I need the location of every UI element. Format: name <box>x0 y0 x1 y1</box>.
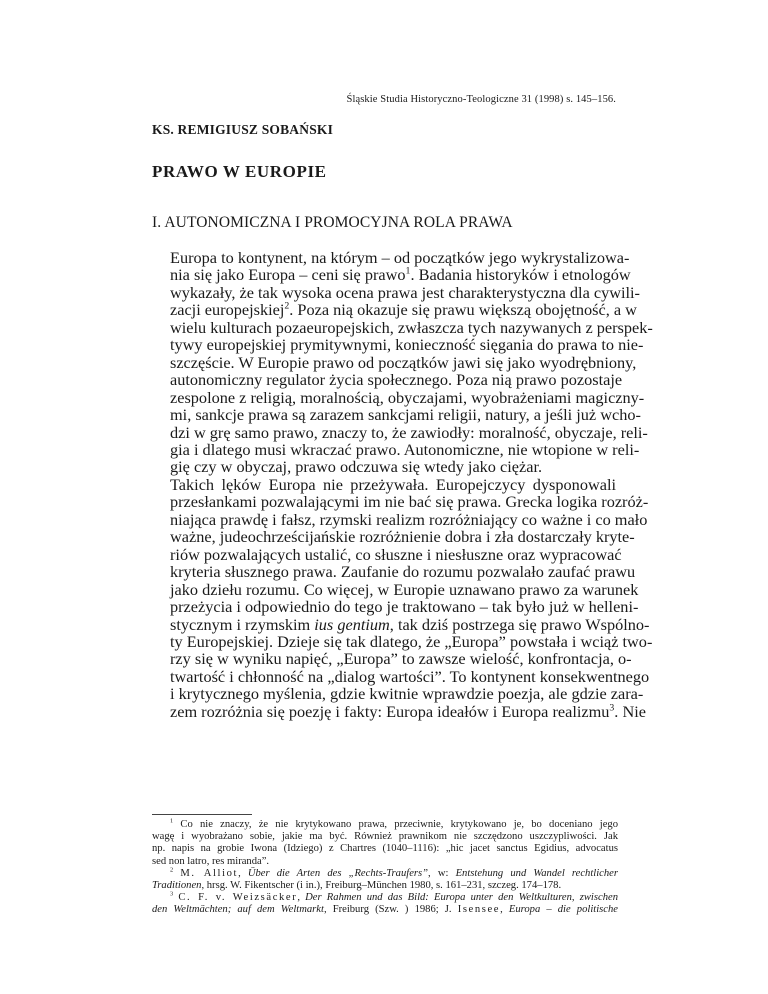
paragraph-1 <box>152 248 653 477</box>
text-line: niająca prawdę i fałsz, rzymski realizm rozróżniający co ważne i co mało <box>170 509 648 529</box>
text-line: mi, sankcje prawa są zarazem sankcjami religii, natury, a jeśli już wcho- <box>170 405 641 425</box>
footnote-number: 2 <box>170 866 174 874</box>
footnote-2 <box>152 868 618 892</box>
footnote-line: $^1$ Co nie znaczy, że nie krytykowano prawa, przeciwnie, krytykowano je, bo doceniano jego <box>170 817 618 830</box>
footnote-ref-3[interactable]: 3 <box>609 702 615 714</box>
footnote-number: 1 <box>170 817 174 825</box>
footnote-line: Traditionen, hrsg. W. Fikentscher (i in.), Freiburg–München 1980, s. 161–231, szczeg. 174–178. <box>152 880 562 892</box>
footnote-line: $^3$ C. F. v. Weizsäcker, Der Rahmen und das Bild: Europa unter den Weltkulturen, zwischen <box>170 890 618 904</box>
footnote-line: den Weltmächten; auf dem Weltmarkt, Freiburg (Szw. ) 1986; J. Isensee, Europa – die politische <box>152 904 619 916</box>
text-line: i krytycznego myślenia, gdzie kwitnie wprawdzie poezja, ale gdzie zara- <box>170 684 644 704</box>
footnote-line: $^2$ M. Alliot, Über die Arten des „Rechts-Traufers”, w: Entstehung und Wandel rechtlicher <box>170 866 618 879</box>
text-line: przeżycia i odpowiednio do tego je traktowano – tak było już w helleni- <box>170 597 639 617</box>
footnote-1 <box>152 819 618 868</box>
footnote-line: wagę i wyobrażano sobie, jakie ma być. Również prawnikom nie szczędzono uszczypliwości. Jak <box>152 831 618 843</box>
paragraph-2 <box>152 474 653 721</box>
text-line: dzi w grę samo prawo, znaczy to, że zawiodły: moralność, obyczaje, reli- <box>170 422 648 442</box>
text-line: zacji europejskiej$^2$. Poza nią okazuje się prawu większą obojętność, a w <box>170 300 637 320</box>
footnote-ref-2[interactable]: 2 <box>284 300 290 312</box>
text-line: stycznym i rzymskim ius gentium, tak dziś postrzega się prawo Wspólno- <box>170 614 650 634</box>
text-line: wielu kulturach pozaeuropejskich, zwłaszcza tych nazywanych z perspek- <box>170 317 653 337</box>
footnote-line: np. napis na grobie Iwona (Idziego) z Chartres (1040–1116): „hic jacet sanctus Egidius, advocatus <box>152 843 618 855</box>
text-line: riów pozwalających ustalić, co słuszne i niesłuszne oraz wypracować <box>170 544 622 564</box>
footnote-line: sed non latro, res miranda”. <box>152 855 270 867</box>
text-line: rzy się w wyniku napięć, „Europa” to zawsze wielość, konfrontacja, o- <box>170 649 632 669</box>
text-line: tywy europejskiej prymitywnymi, konieczność sięgania do prawa to nie- <box>170 335 644 355</box>
body-text <box>152 248 653 721</box>
running-head: Śląskie Studia Historyczno-Teologiczne 31 (1998) s. 145–156. <box>346 94 616 105</box>
italic-term: ius gentium <box>314 614 390 634</box>
text-line: szczęście. W Europie prawo od początków jawi się jako wyodrębniony, <box>170 352 637 372</box>
footnote-3 <box>152 892 618 916</box>
text-line: jako dziełu rozumu. Co więcej, w Europie uznawano prawo za warunek <box>170 579 639 599</box>
article-title: PRAWO W EUROPIE <box>152 162 327 181</box>
footnote-divider <box>152 814 252 815</box>
text-line: Europa to kontynent, na którym – od początków jego wykrystalizowa- <box>170 248 630 267</box>
text-line: Takich lęków Europa nie przeżywała. Europejczycy dysponowali <box>170 474 616 494</box>
footnotes <box>152 819 618 917</box>
section-heading: I. AUTONOMICZNA I PROMOCYJNA ROLA PRAWA <box>152 214 513 231</box>
text-line: wykazały, że tak wysoka ocena prawa jest charakterystyczna dla cywili- <box>170 282 640 302</box>
text-line: ważne, judeochrześcijańskie rozróżnienie dobra i zła dostarczały kryte- <box>170 527 635 547</box>
text-line: gię czy w obyczaj, prawo odczuwa się wtedy jako ciężar. <box>170 457 543 477</box>
footnote-ref-1[interactable]: 1 <box>405 266 411 278</box>
text-line: zespolone z religią, moralnością, obyczajami, wyobrażeniami magiczny- <box>170 387 645 407</box>
text-line: twartość i chłonność na „dialog wartości”. To kontynent konsekwentnego <box>170 666 650 686</box>
text-line: zem rozróżnia się poezję i fakty: Europa ideałów i Europa realizmu$^3$. Nie <box>170 701 646 721</box>
text-line: przesłankami pozwalającymi im nie bać się prawa. Grecka logika rozróż- <box>170 492 649 512</box>
text-line: autonomiczny regulator życia społecznego. Poza nią prawo pozostaje <box>170 370 623 390</box>
text-line: nia się jako Europa – ceni się prawo$^1$. Badania historyków i etnologów <box>170 265 631 285</box>
text-line: ty Europejskiej. Dzieje się tak dlatego, że „Europa” powstała i wciąż two- <box>170 631 653 651</box>
footnote-number: 3 <box>170 890 174 898</box>
text-line: kryteria słusznego prawa. Zaufanie do rozumu pozwalało zaufać prawu <box>170 562 636 582</box>
article-author: KS. REMIGIUSZ SOBAŃSKI <box>152 122 334 137</box>
text-line: gia i dlatego musi wkraczać prawo. Autonomiczne, nie wtopione w reli- <box>170 439 640 459</box>
